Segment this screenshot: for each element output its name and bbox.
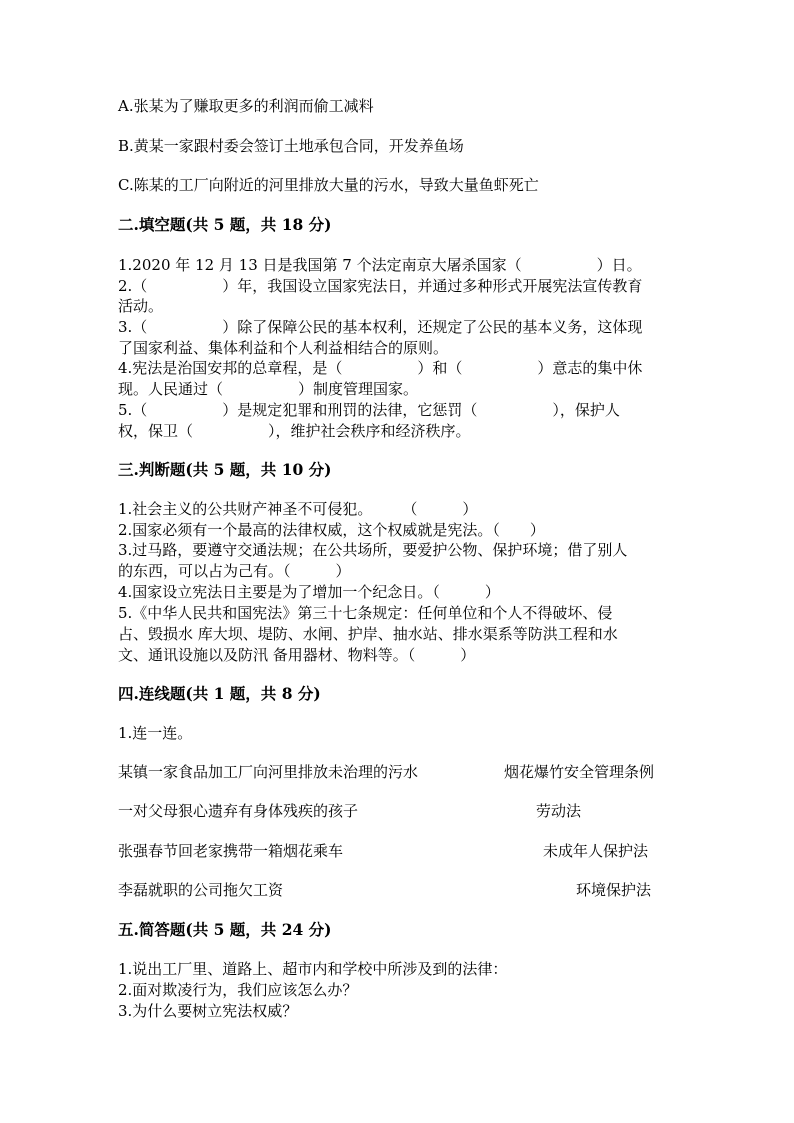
match-right-item: 烟花爆竹安全管理条例 bbox=[504, 763, 655, 781]
match-right-item: 环境保护法 bbox=[576, 881, 652, 899]
short-question: 2.面对欺凌行为，我们应该怎么办？ bbox=[118, 981, 358, 999]
judge-line: 占、毁损水 库大坝、堤防、水闸、护岸、抽水站、排水渠系等防洪工程和水 bbox=[118, 625, 618, 643]
fill-line: 4.宪法是治国安邦的总章程，是（ ）和（ ）意志的集中休 bbox=[118, 359, 643, 377]
judge-line: 2.国家必须有一个最高的法律权威，这个权威就是宪法。（ ） bbox=[118, 521, 545, 539]
judge-line: 1.社会主义的公共财产神圣不可侵犯。 （ ） bbox=[118, 500, 478, 518]
short-question: 3.为什么要树立宪法权威？ bbox=[118, 1002, 298, 1020]
fill-line: 权，保卫（ ），维护社会秩序和经济秩序。 bbox=[118, 422, 471, 440]
short-question: 1.说出工厂里、道路上、超市内和学校中所涉及到的法律： bbox=[118, 960, 508, 978]
judge-line: 5.《中华人民共和国宪法》第三十七条规定：任何单位和个人不得破坏、侵 bbox=[118, 604, 613, 622]
match-left-item: 某镇一家食品加工厂向河里排放未治理的污水 bbox=[118, 763, 419, 781]
judge-line: 3.过马路，要遵守交通法规；在公共场所，要爱护公物、保护环境；借了别人 bbox=[118, 541, 628, 559]
judge-line: 的东西，可以占为己有。（ ） bbox=[118, 562, 351, 580]
match-left-item: 一对父母狠心遗弃有身体残疾的孩子 bbox=[118, 802, 359, 820]
match-left-item: 张强春节回老家携带一箱烟花乘车 bbox=[118, 842, 344, 860]
section-match-heading: 四.连线题(共 1 题，共 8 分) bbox=[118, 684, 321, 703]
judge-line: 文、通讯设施以及防汛 备用器材、物料等。（ ） bbox=[118, 646, 476, 664]
section-fill-heading: 二.填空题(共 5 题，共 18 分) bbox=[118, 215, 332, 234]
fill-line: 了国家利益、集体利益和个人利益相结合的原则。 bbox=[118, 339, 449, 357]
match-prompt: 1.连一连。 bbox=[118, 724, 193, 742]
fill-line: 1.2020 年 12 月 13 日是我国第 7 个法定南京大屠杀国家（ ）日。 bbox=[118, 256, 642, 274]
option-a: A.张某为了赚取更多的利润而偷工减料 bbox=[118, 97, 374, 115]
option-b: B.黄某一家跟村委会签订土地承包合同，开发养鱼场 bbox=[118, 137, 464, 155]
fill-line: 5.（ ）是规定犯罪和刑罚的法律，它惩罚（ ），保护人 bbox=[118, 401, 620, 419]
section-judge-heading: 三.判断题(共 5 题，共 10 分) bbox=[118, 460, 332, 479]
match-right-item: 未成年人保护法 bbox=[543, 842, 649, 860]
judge-line: 4.国家设立宪法日主要是为了增加一个纪念日。（ ） bbox=[118, 583, 500, 601]
fill-line: 活动。 bbox=[118, 297, 164, 315]
fill-line: 现。人民通过（ ）制度管理国家。 bbox=[118, 380, 419, 398]
section-short-heading: 五.简答题(共 5 题，共 24 分) bbox=[118, 920, 332, 939]
match-left-item: 李磊就职的公司拖欠工资 bbox=[118, 881, 284, 899]
fill-line: 3.（ ）除了保障公民的基本权利，还规定了公民的基本义务，这体现 bbox=[118, 318, 643, 336]
option-c: C.陈某的工厂向附近的河里排放大量的污水，导致大量鱼虾死亡 bbox=[118, 176, 539, 194]
match-right-item: 劳动法 bbox=[536, 802, 582, 820]
fill-line: 2.（ ）年，我国设立国家宪法日，并通过多种形式开展宪法宣传教育 bbox=[118, 277, 643, 295]
